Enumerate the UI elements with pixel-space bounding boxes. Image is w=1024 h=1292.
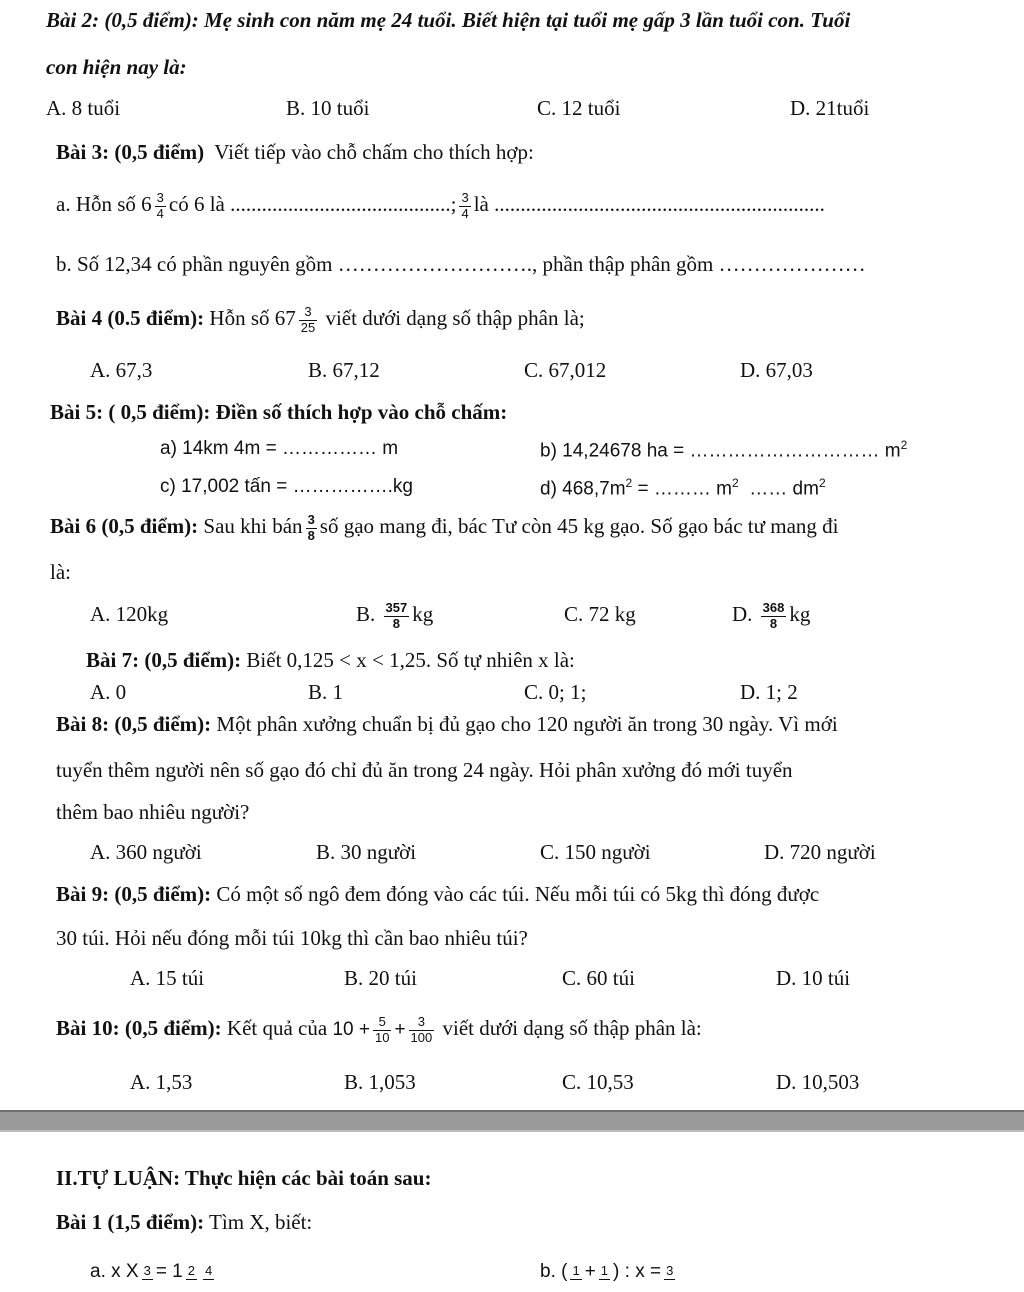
- part2-q1-part-b: b. ( 1 + 1 ) : x = 3: [540, 1261, 674, 1282]
- q2-title: Bài 2: (0,5 điểm): Mẹ sinh con năm mẹ 24 tuổi. Biết hiện tại tuổi mẹ gấp 3 lần tuổi con. Tuổi: [46, 8, 851, 32]
- q8-heading: Bài 8: (0,5 điểm): Một phân xưởng chuẩn bị đủ gạo cho 120 người ăn trong 30 ngày. Vì mới: [56, 712, 838, 736]
- q2-option-d: D. 21tuổi: [790, 96, 870, 120]
- q2-option-b: B. 10 tuổi: [286, 96, 370, 120]
- page-break-divider: [0, 1110, 1024, 1132]
- part2-title: II.TỰ LUẬN: Thực hiện các bài toán sau:: [56, 1166, 432, 1190]
- q7-option-a: A. 0: [90, 680, 127, 704]
- q4-option-b: B. 67,12: [308, 358, 380, 382]
- part2-q1-heading: Bài 1 (1,5 điểm): Tìm X, biết:: [56, 1210, 313, 1234]
- q7-heading: Bài 7: (0,5 điểm): Biết 0,125 < x < 1,25. Số tự nhiên x là:: [86, 648, 575, 672]
- q9-option-d: D. 10 túi: [776, 966, 851, 990]
- q9-option-c: C. 60 túi: [562, 966, 635, 990]
- q8-text-line2: tuyển thêm người nên số gạo đó chỉ đủ ăn trong 24 ngày. Hỏi phân xưởng đó mới tuyển: [56, 758, 793, 782]
- q8-text-line3: thêm bao nhiêu người?: [56, 800, 250, 824]
- q10-heading: Bài 10: (0,5 điểm): Kết quả của 10 + $\frac{5}{10}$ + $\frac{3}{100}$ viết dưới dạng số thập phân là:: [56, 1013, 702, 1045]
- q5-part-a: a) 14km 4m = …………… m: [160, 438, 399, 459]
- q9-text-line2: 30 túi. Hỏi nếu đóng mỗi túi 10kg thì cần bao nhiêu túi?: [56, 926, 528, 950]
- q5-part-d: d) $468,7m^2$ = ……… $m^2$ …… $dm^2$: [540, 476, 826, 500]
- q5-heading: Bài 5: ( 0,5 điểm): Điền số thích hợp vào chỗ chấm:: [50, 400, 508, 424]
- q9-option-a: A. 15 túi: [130, 966, 205, 990]
- q3-part-b: b. Số 12,34 có phần nguyên gồm ………………………., phần thập phân gồm …………………: [56, 252, 866, 276]
- q6-heading: Bài 6 (0,5 điểm): Sau khi bán $\frac{3}{8}$ số gạo mang đi, bác Tư còn 45 kg gạo. Số gạo bác tư mang đi: [50, 511, 839, 543]
- q10-option-d: D. 10,503: [776, 1070, 860, 1094]
- q6-option-a: A. 120kg: [90, 602, 169, 626]
- q8-option-b: B. 30 người: [316, 840, 417, 864]
- q8-option-a: A. 360 người: [90, 840, 202, 864]
- q5-part-b: b) 14,24678 ha = ………………………… $m^2$: [540, 438, 908, 462]
- q8-option-c: C. 150 người: [540, 840, 651, 864]
- part2-q1-part-a: a. x X 3 = 1 2 4: [90, 1261, 213, 1282]
- q10-option-b: B. 1,053: [344, 1070, 416, 1094]
- q4-option-a: A. 67,3: [90, 358, 153, 382]
- q3-heading: Bài 3: (0,5 điểm) Viết tiếp vào chỗ chấm cho thích hợp:: [56, 140, 534, 164]
- q5-part-c: c) 17,002 tấn = …………….kg: [160, 476, 413, 497]
- q7-option-b: B. 1: [308, 680, 344, 704]
- q7-option-c: C. 0; 1;: [524, 680, 587, 704]
- q4-option-c: C. 67,012: [524, 358, 607, 382]
- q6-option-d: D. $\frac{368}{8}$ kg: [732, 599, 811, 631]
- q3-part-a: a. Hỗn số 6 $\frac{3}{4}$ có 6 là ..........................................; $\frac{3}{4}$ là ...............................................................: [56, 189, 825, 221]
- q2-option-a: A. 8 tuổi: [46, 96, 121, 120]
- q4-option-d: D. 67,03: [740, 358, 813, 382]
- q10-option-c: C. 10,53: [562, 1070, 634, 1094]
- q4-heading: Bài 4 (0.5 điểm): Hỗn số 67 $\frac{3}{25}$ viết dưới dạng số thập phân là;: [56, 303, 585, 335]
- q10-option-a: A. 1,53: [130, 1070, 193, 1094]
- q6-option-c: C. 72 kg: [564, 602, 636, 626]
- q9-option-b: B. 20 túi: [344, 966, 417, 990]
- q8-option-d: D. 720 người: [764, 840, 876, 864]
- q9-heading: Bài 9: (0,5 điểm): Có một số ngô đem đóng vào các túi. Nếu mỗi túi có 5kg thì đóng được: [56, 882, 820, 906]
- q2-title-line2: con hiện nay là:: [46, 55, 187, 79]
- q2-option-c: C. 12 tuổi: [537, 96, 621, 120]
- q7-option-d: D. 1; 2: [740, 680, 798, 704]
- q6-option-b: B. $\frac{357}{8}$ kg: [356, 599, 434, 631]
- q6-text-line2: là:: [50, 560, 71, 584]
